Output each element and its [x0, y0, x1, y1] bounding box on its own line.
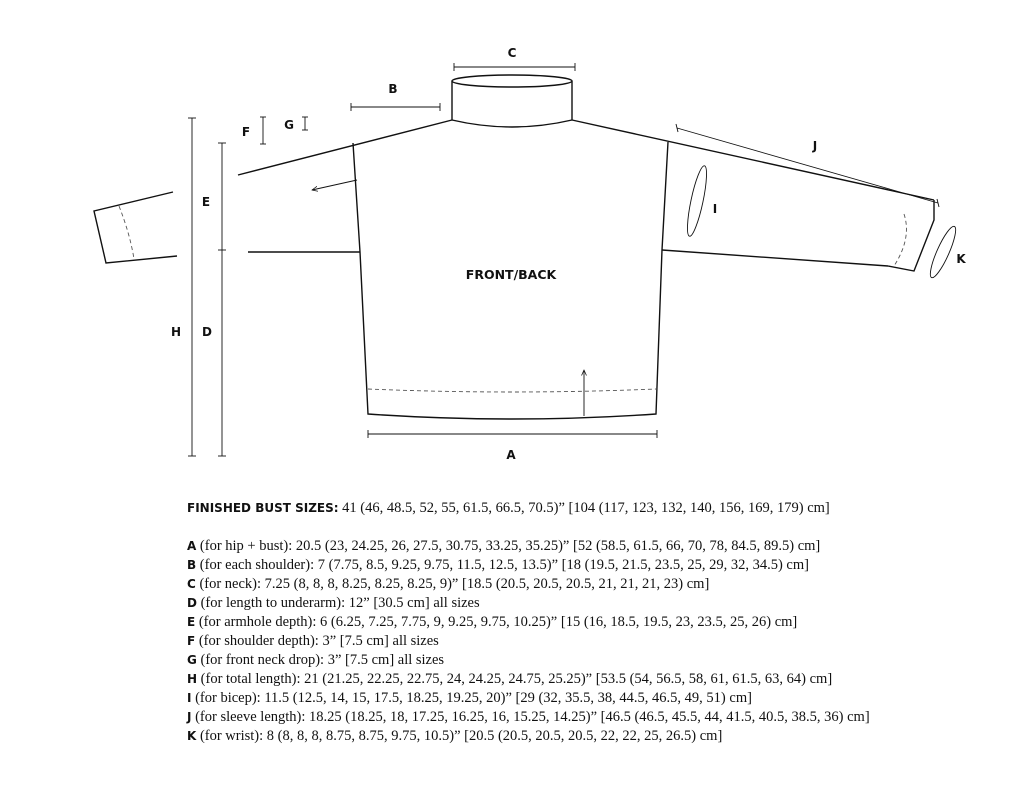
spec-key: G	[187, 653, 197, 667]
label-e: E	[201, 195, 211, 209]
spec-row-j	[187, 708, 1007, 727]
spec-row-b	[187, 556, 1007, 575]
spec-row-k	[187, 727, 1007, 746]
label-i: I	[712, 202, 718, 216]
spec-key: H	[187, 672, 198, 686]
spec-key: E	[187, 615, 196, 629]
finished-bust-sizes	[187, 499, 1007, 518]
diagram-title: FRONT/BACK	[465, 267, 557, 282]
label-g: G	[284, 118, 294, 132]
spec-value: (for bicep): 11.5 (12.5, 14, 15, 17.5, 18.25, 19.25, 20)” [29 (32, 35.5, 38, 44.5, 46.5, 49, 51) cm]	[191, 690, 752, 706]
spec-row-d	[187, 594, 1007, 613]
spec-row-a	[187, 537, 1007, 556]
spec-value: (for length to underarm): 12” [30.5 cm] all sizes	[196, 595, 480, 611]
spec-value: (for wrist): 8 (8, 8, 8, 8.75, 8.75, 9.75, 10.5)” [20.5 (20.5, 20.5, 20.5, 22, 22, 25, 26.5) cm]	[196, 728, 723, 744]
spec-row-i	[187, 689, 1007, 708]
label-d: D	[202, 325, 212, 339]
spec-key: B	[187, 558, 197, 572]
spec-row-h	[187, 670, 1007, 689]
measurement-specs	[187, 499, 1007, 746]
label-h: H	[170, 325, 182, 339]
label-j: J	[812, 139, 818, 153]
label-f: F	[241, 125, 251, 139]
spec-value: (for front neck drop): 3” [7.5 cm] all sizes	[196, 652, 445, 668]
label-k: K	[956, 252, 966, 266]
spec-row-f	[187, 632, 1007, 651]
label-b: B	[388, 82, 398, 96]
spec-key: J	[187, 710, 192, 724]
spec-value: (for hip + bust): 20.5 (23, 24.25, 26, 27.5, 30.75, 33.25, 35.25)” [52 (58.5, 61.5, 66, 70, 78, 84.5, 89.5) cm]	[196, 538, 821, 554]
sweater-body	[238, 120, 934, 419]
right-sleeve	[662, 200, 934, 271]
spec-key: I	[187, 691, 192, 705]
dimension-lines	[188, 63, 960, 456]
spec-key: K	[187, 729, 197, 743]
spec-value: (for neck): 7.25 (8, 8, 8, 8.25, 8.25, 8.25, 9)” [18.5 (20.5, 20.5, 20.5, 21, 21, 21, 23) cm]	[195, 576, 710, 592]
spec-value: (for each shoulder): 7 (7.75, 8.5, 9.25, 9.75, 11.5, 12.5, 13.5)” [18 (19.5, 21.5, 23.5, 25, 29, 32, 34.5) cm]	[196, 557, 809, 573]
spec-row-g	[187, 651, 1007, 670]
collar	[452, 75, 572, 127]
spec-key: A	[187, 539, 197, 553]
spec-value: (for shoulder depth): 3” [7.5 cm] all sizes	[195, 633, 439, 649]
spec-value: 41 (46, 48.5, 52, 55, 61.5, 66.5, 70.5)” [104 (117, 123, 132, 140, 156, 169, 179) cm]	[338, 500, 830, 516]
spec-row-c	[187, 575, 1007, 594]
spec-key: C	[187, 577, 196, 591]
label-a: A	[506, 448, 516, 462]
spec-value: (for total length): 21 (21.25, 22.25, 22.75, 24, 24.25, 24.75, 25.25)” [53.5 (54, 56.5, 58, 61, 61.5, 63, 64) cm]	[197, 671, 833, 687]
spec-row-e	[187, 613, 1007, 632]
spec-key: F	[187, 634, 196, 648]
label-c: C	[507, 46, 517, 60]
spec-key: FINISHED BUST SIZES:	[187, 501, 339, 515]
spec-value: (for armhole depth): 6 (6.25, 7.25, 7.75, 9, 9.25, 9.75, 10.25)” [15 (16, 18.5, 19.5, 23, 23.5, 25, 26) cm]	[195, 614, 798, 630]
spec-key: D	[187, 596, 197, 610]
spec-value: (for sleeve length): 18.25 (18.25, 18, 17.25, 16.25, 16, 15.25, 14.25)” [46.5 (46.5, 45.5, 44, 41.5, 40.5, 38.5, 36) cm]	[191, 709, 870, 725]
left-sleeve	[94, 192, 360, 263]
